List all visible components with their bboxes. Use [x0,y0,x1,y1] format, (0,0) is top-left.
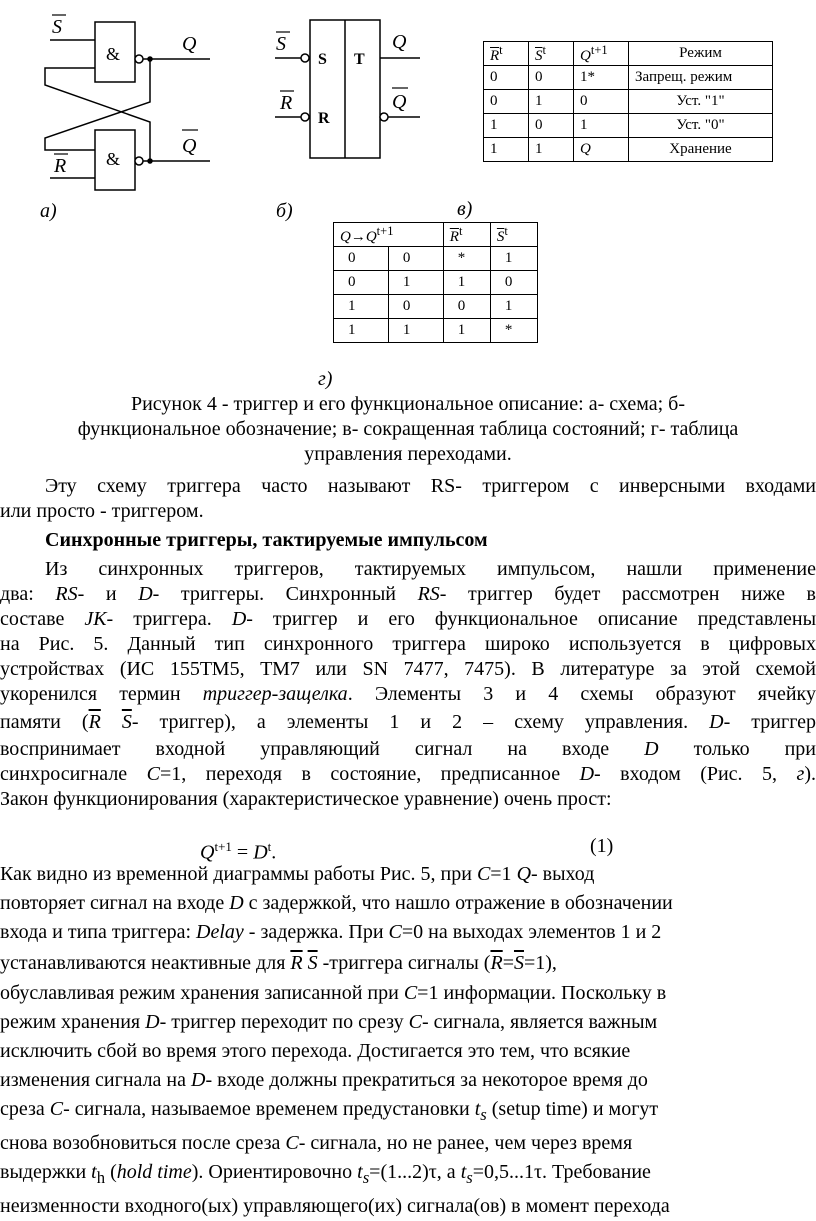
input-s-label-a: S [52,16,62,38]
table-row: 1 0 0 1 [334,295,538,319]
paragraph-3: Как видно из временной диаграммы работы Рис. 5, при C=1 Q- выход повторяет сигнал на входе D с задержкой, что нашло отражение в обозначении входа и типа триггера: Delay - задержка. При C=0 на выходах элементов 1 и 2 устанавливаются неактивные для $\overline{R}$ $\overline{S}$ -триггера сигналы $(\overline{R}=\overline{S}=1)$, обуславливая режим хранения записанной при C=1 информации. Поскольку в режим хранения D- триггер переходит по срезу C- сигнала, является важным исключить сбой во время этого перехода. Достигается это тем, что всякие изменения сигнала на D- входе должны прекратиться за некоторое время до среза C- сигнала, называемое временем предустановки $t_s$ (setup time) и могут снова возобновиться после среза C- сигнала, но не ранее, чем через время выдержки $t_h$ (hold time). Ориентировочно $t_s=(1...2)\tau$, а $t_s=0,5...1\tau$. Требование неизменности входного(ых) управляющего(их) сигнала(ов) в момент перехода [0,863,673,1217]
label-b: б) [276,200,293,222]
equation-number: (1) [590,835,614,857]
input-s-label-b: S [276,33,286,55]
figure-caption: Рисунок 4 - триггер и его функциональное описание: а- схема; б- функциональное обозначение; в- сокращенная таблица состояний; г- таблица управления переходами. [77,393,739,465]
inversion-bubble-lower [135,157,143,165]
gate-symbol-lower: & [106,149,121,169]
label-v: в) [457,198,473,220]
table-row: 0 0 1* Запрещ. режим [484,66,773,90]
output-qbar-label-a: Q [182,135,197,157]
table-row: 0 1 1 0 [334,271,538,295]
output-qbar-label-b: Q [392,91,407,113]
table-header: $Q\to Q^{t+1}$ $\overline{R}^t$ $\overline{S}^t$ [334,223,538,247]
gate-symbol-upper: & [106,44,121,64]
section-heading: Синхронные триггеры, тактируемые импульсом [45,529,488,551]
output-q-label-a: Q [182,33,197,55]
paragraph-2: Из синхронных триггеров, тактируемых импульсом, нашли применение два: RS- и D- триггеры. Синхронный RS- триггер будет рассмотрен ниже в составе JK- триггера. D- триггер и его функциональное описание представлены на Рис. 5. Данный тип синхронного триггера широко используется в цифровых устройствах (ИС 155ТМ5, ТМ7 или SN 7477, 7475). В литературе за этой схемой укоренился термин триггер-защелка. Элементы 3 и 4 схемы образуют ячейку памяти ($\overline{R}$ $\overline{S}-$ триггер), а элементы 1 и 2 – схему управления. D- триггер воспринимает входной управляющий сигнал на входе D только при синхросигнале C=1, переходя в состояние, предписанное D- входом (Рис. 5, г). Закон функционирования (характеристическое уравнение) очень прост: [0,558,816,810]
pin-s-label: S [318,51,327,68]
label-g: г) [318,368,333,390]
transition-table [333,222,538,343]
paragraph-1: Эту схему триггера часто называют RS- триггером с инверсными входами или просто - триггером. [0,475,816,522]
input-r-label-b: R [280,92,293,114]
pin-r-label: R [318,110,330,127]
table-row: 0 0 * 1 [334,247,538,271]
block-t-label: T [354,51,365,68]
inversion-bubble-upper [135,55,143,63]
input-r-label-a: R [54,155,67,177]
table-row: 1 1 1 * [334,319,538,343]
equation: $Q^{t+1} = D^t$. [200,839,277,864]
output-q-label-b: Q [392,31,407,53]
table-row: 0 1 0 Уст. "1" [484,90,773,114]
state-table [483,41,773,162]
table-header: $\overline{R}^t$ $\overline{S}^t$ $Q^{t+1}$ Режим [484,42,773,66]
table-row: 1 1 Q Хранение [484,138,773,162]
table-row: 1 0 1 Уст. "0" [484,114,773,138]
label-a: а) [40,200,57,222]
